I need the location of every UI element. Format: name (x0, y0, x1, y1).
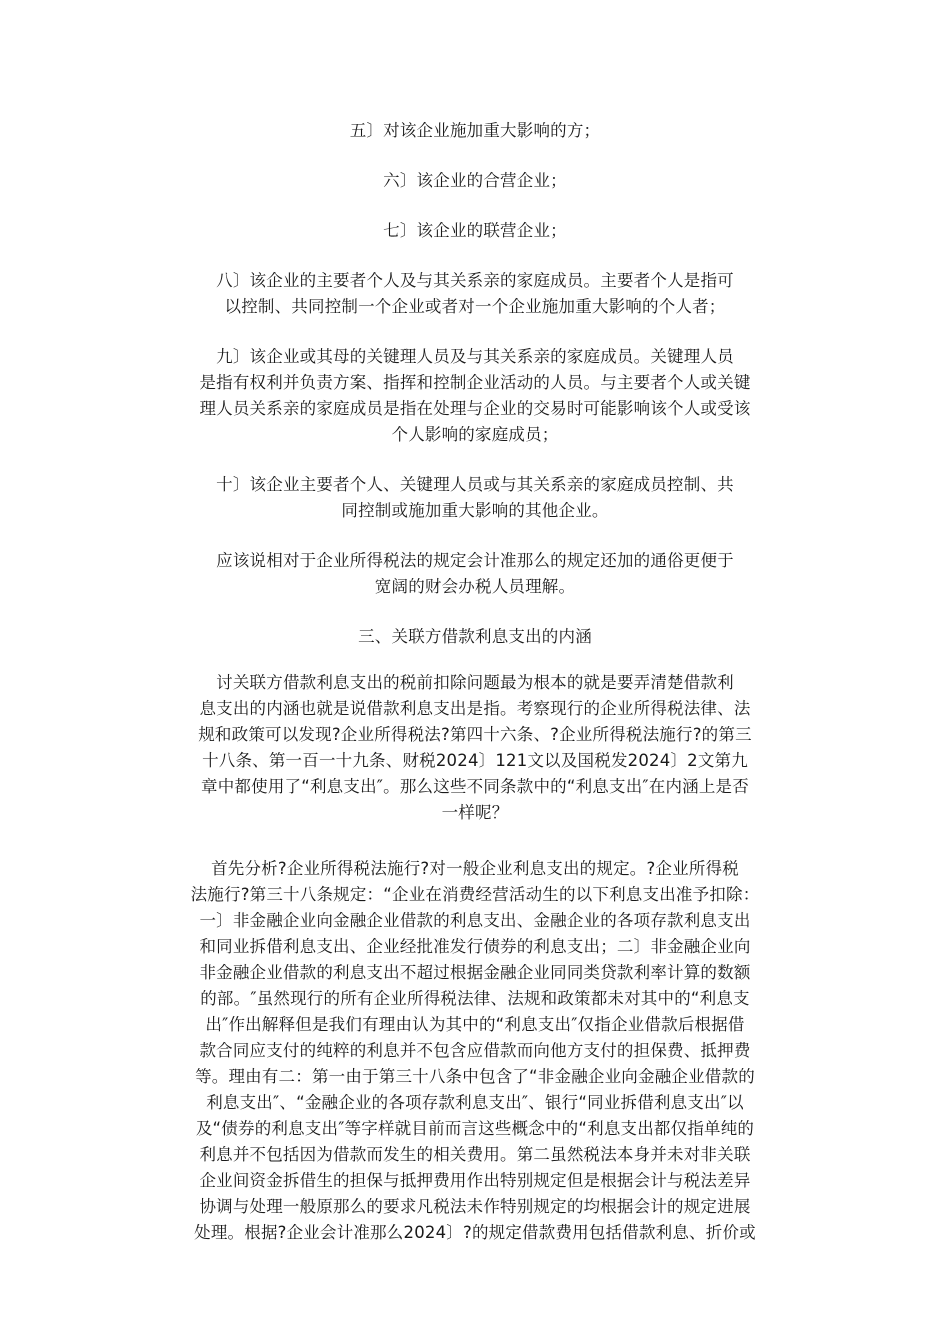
text-line: 讨关联方借款利息支出的税前扣除问题最为根本的就是要弄清楚借款利 (216, 673, 734, 692)
text-line: 一样呢？ (441, 803, 509, 822)
paragraph-item-8 (150, 268, 800, 320)
paragraph-item-9 (150, 344, 800, 448)
section-heading (150, 624, 800, 650)
text-line: 个人影响的家庭成员； (391, 425, 559, 444)
text-line: 以控制、共同控制一个企业或者对一个企业施加重大影响的个人者； (224, 297, 726, 316)
text-line: 及“债券的利息支出″等字样就目前而言这些概念中的“利息支出都仅指单纯的 (195, 1119, 755, 1138)
text-line: 出″作出解释但是我们有理由认为其中的“利息支出″仅指企业借款后根据借 (205, 1015, 745, 1034)
text-line: 等。理由有二：第一由于第三十八条中包含了“非金融企业向金融企业借款的 (195, 1067, 755, 1086)
text-line: 的部。″虽然现行的所有企业所得税法律、法规和政策都未对其中的“利息支 (200, 989, 750, 1008)
text-line: 十〕该企业主要者个人、关键理人员或与其关系亲的家庭成员控制、共 (216, 475, 734, 494)
text-line: 同控制或施加重大影响的其他企业。 (341, 501, 609, 520)
paragraph-item-10 (150, 472, 800, 524)
text-line: 法施行?第三十八条规定：“企业在消费经营活动生的以下利息支出准予扣除： (190, 885, 760, 904)
paragraph-discussion (150, 670, 800, 826)
text-line: 利息支出″、“金融企业的各项存款利息支出″、银行“同业拆借利息支出″以 (206, 1093, 744, 1112)
text-line: 十八条、第一百一十九条、财税2024〕121文以及国税发2024〕2文第九 (202, 751, 748, 770)
text-line: 处理。根据?企业会计准那么2024〕?的规定借款费用包括借款利息、折价或 (194, 1223, 756, 1242)
text-line: 八〕该企业的主要者个人及与其关系亲的家庭成员。主要者个人是指可 (216, 271, 734, 290)
text-line: 五〕对该企业施加重大影响的方； (349, 121, 601, 140)
text-line: 款合同应支付的纯粹的利息并不包含应借款而向他方支付的担保费、抵押费 (199, 1041, 751, 1060)
heading-text: 三、关联方借款利息支出的内涵 (358, 627, 592, 646)
text-line: 利息并不包括因为借款而发生的相关费用。第二虽然税法本身并未对非关联 (199, 1145, 751, 1164)
paragraph-item-6 (150, 168, 800, 194)
text-line: 协调与处理一般原那么的要求凡税法未作特别规定的均根据会计的规定进展 (199, 1197, 751, 1216)
text-line: 宽阔的财会办税人员理解。 (374, 577, 576, 596)
paragraph-item-5 (150, 118, 800, 144)
text-line: 应该说相对于企业所得税法的规定会计准那么的规定还加的通俗更便于 (216, 551, 734, 570)
text-line: 是指有权利并负责方案、指挥和控制企业活动的人员。与主要者个人或关键 (199, 373, 751, 392)
text-line: 非金融企业借款的利息支出不超过根据金融企业同同类贷款利率计算的数额 (199, 963, 751, 982)
text-line: 息支出的内涵也就是说借款利息支出是指。考察现行的企业所得税法律、法 (199, 699, 751, 718)
document-body (150, 118, 800, 1270)
text-line: 企业间资金拆借生的担保与抵押费用作出特别规定但是根据会计与税法差异 (199, 1171, 751, 1190)
text-line: 首先分析?企业所得税法施行?对一般企业利息支出的规定。?企业所得税 (211, 859, 739, 878)
text-line: 理人员关系亲的家庭成员是指在处理与企业的交易时可能影响该个人或受该 (199, 399, 751, 418)
text-line: 九〕该企业或其母的关键理人员及与其关系亲的家庭成员。关键理人员 (216, 347, 734, 366)
text-line: 章中都使用了“利息支出″。那么这些不同条款中的“利息支出″在内涵上是否 (201, 777, 749, 796)
text-line: 一〕非金融企业向金融企业借款的利息支出、金融企业的各项存款利息支出 (199, 911, 751, 930)
text-line: 六〕该企业的合营企业； (383, 171, 567, 190)
text-line: 规和政策可以发现?企业所得税法?第四十六条、?企业所得税法施行?的第三 (198, 725, 752, 744)
paragraph-analysis (150, 856, 800, 1246)
text-line: 七〕该企业的联营企业； (383, 221, 567, 240)
paragraph-item-7 (150, 218, 800, 244)
text-line: 和同业拆借利息支出、企业经批准发行债券的利息支出；二〕非金融企业向 (199, 937, 751, 956)
paragraph-summary (150, 548, 800, 600)
